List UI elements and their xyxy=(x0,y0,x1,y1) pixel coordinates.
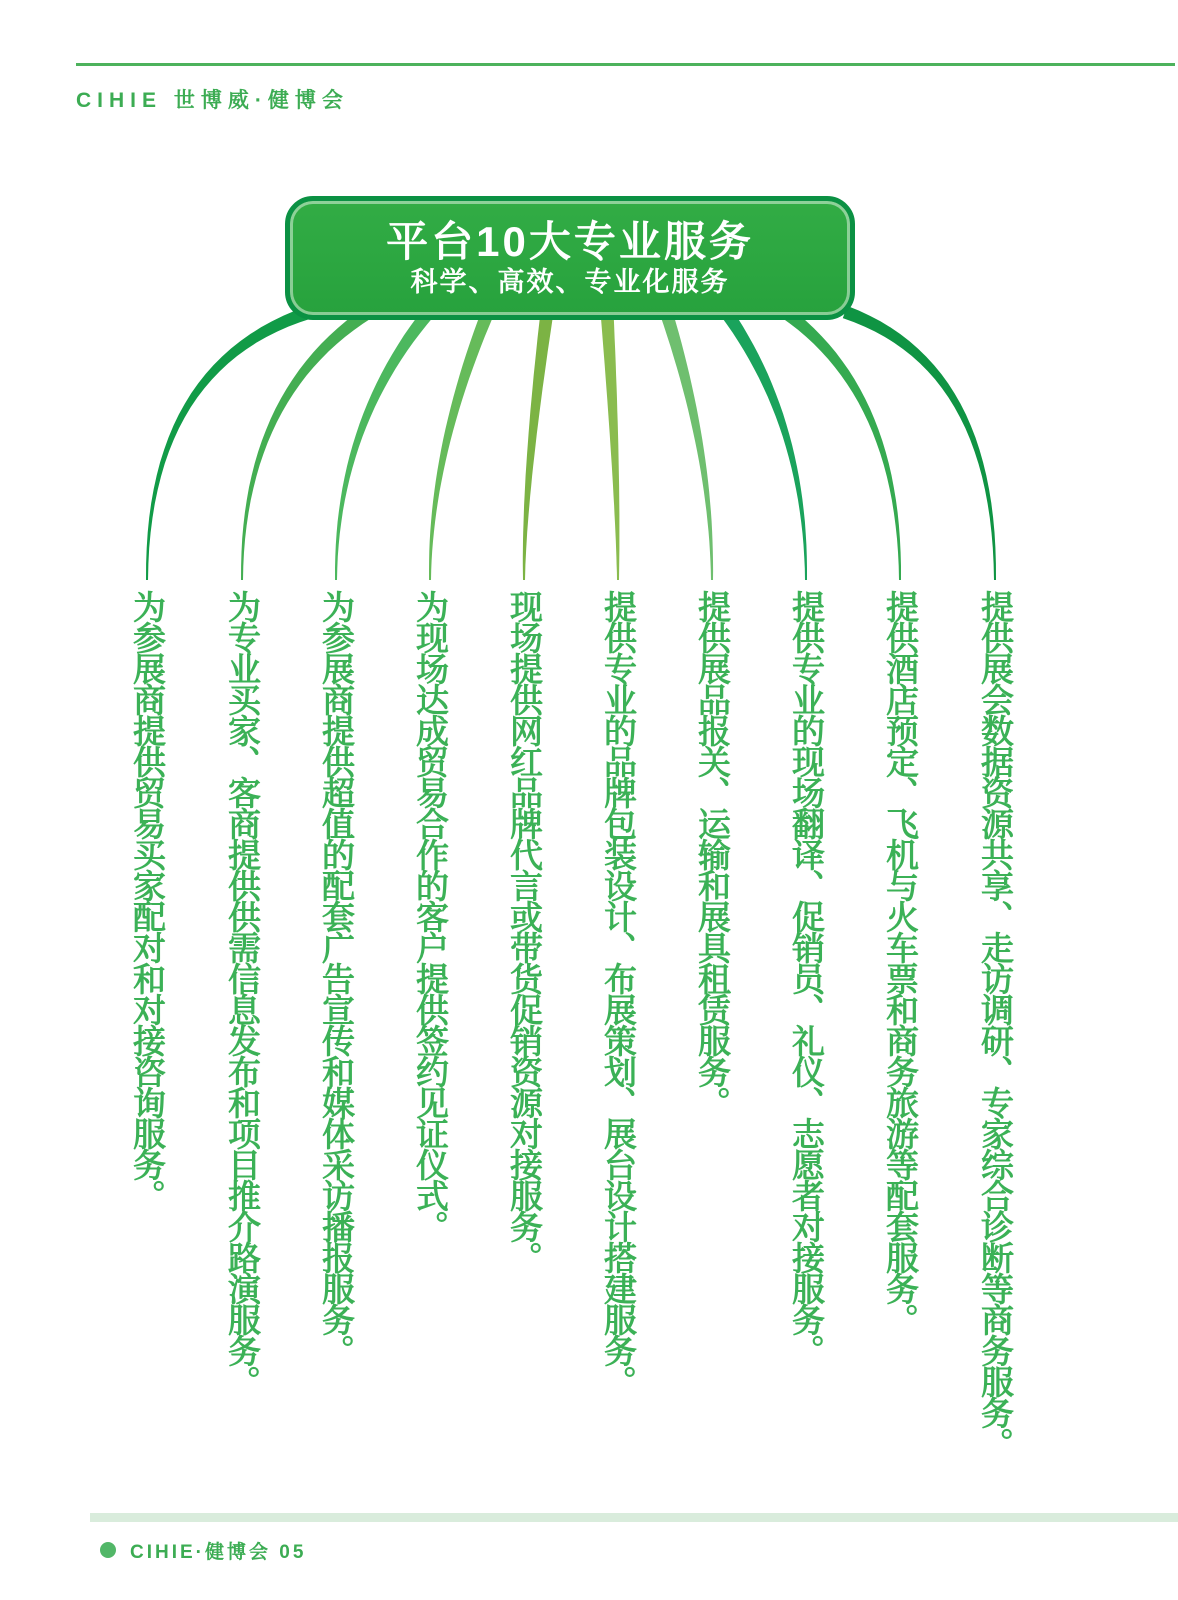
fan-curve-6 xyxy=(601,312,620,580)
service-text-6: 提供专业的品牌包装设计、布展策划、展台设计搭建服务。 xyxy=(600,590,637,1396)
service-text-9: 提供酒店预定、飞机与火车票和商务旅游等配套服务。 xyxy=(882,590,919,1334)
service-text-5: 现场提供网红品牌代言或带货促销资源对接服务。 xyxy=(506,590,543,1272)
fan-curve-3 xyxy=(335,308,434,580)
banner xyxy=(285,196,855,320)
page-label: CIHIE·健博会 05 xyxy=(130,1541,307,1563)
fan-curve-10 xyxy=(843,306,996,580)
banner-subtitle: 科学、高效、专业化服务 xyxy=(410,266,730,297)
service-text-1: 为参展商提供贸易买家配对和对接咨询服务。 xyxy=(129,590,166,1210)
banner-title: 平台10大专业服务 xyxy=(386,217,754,265)
header-rule xyxy=(76,63,1175,66)
fan-curve-1 xyxy=(146,306,312,580)
fan-curve-8 xyxy=(721,308,807,580)
fan-curve-4 xyxy=(429,310,494,580)
fan-curve-7 xyxy=(660,310,713,580)
fan-curve-5 xyxy=(523,311,554,580)
service-text-3: 为参展商提供超值的配套广告宣传和媒体采访播报服务。 xyxy=(318,590,355,1365)
service-text-4: 为现场达成贸易合作的客户提供签约见证仪式。 xyxy=(412,590,449,1241)
page-bullet-icon xyxy=(100,1542,116,1558)
fan-curve-2 xyxy=(241,307,373,580)
service-text-7: 提供展品报关、运输和展具租赁服务。 xyxy=(694,590,731,1117)
footer xyxy=(100,1538,306,1562)
fan-curve-9 xyxy=(781,307,901,580)
brand-title: CIHIE 世博威·健博会 xyxy=(76,89,349,112)
service-text-10: 提供展会数据资源共享、走访调研、专家综合诊断等商务服务。 xyxy=(977,590,1014,1458)
service-text-2: 为专业买家、客商提供供需信息发布和项目推介路演服务。 xyxy=(224,590,261,1396)
service-text-8: 提供专业的现场翻译、促销员、礼仪、志愿者对接服务。 xyxy=(788,590,825,1365)
footer-rule xyxy=(90,1513,1178,1522)
